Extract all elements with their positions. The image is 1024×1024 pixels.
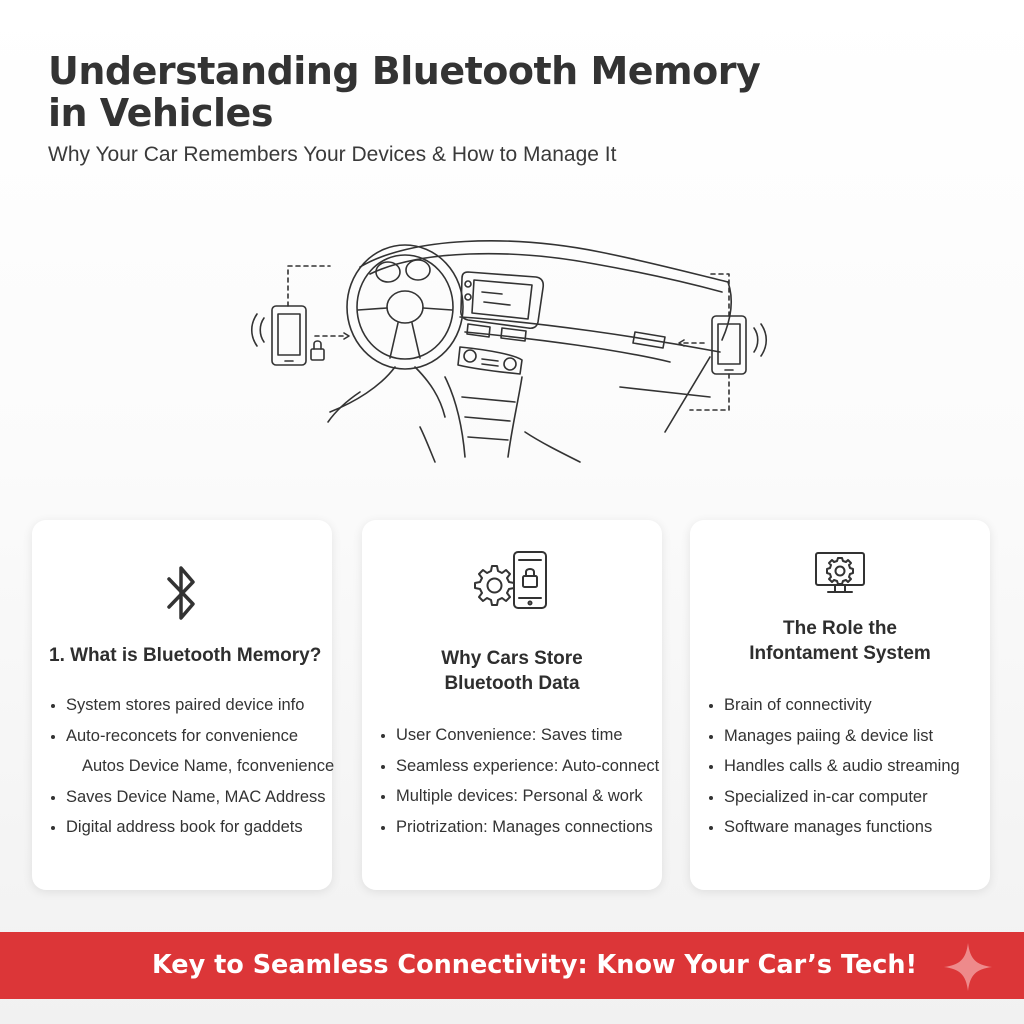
bluetooth-icon — [165, 562, 199, 624]
card-infotainment-role — [690, 520, 990, 890]
page-subtitle: Why Your Car Remembers Your Devices & How to Manage It — [48, 143, 617, 166]
list-item: Priotrization: Manages connections — [378, 812, 656, 843]
smartphone-icon — [272, 306, 306, 365]
padlock-icon — [311, 341, 324, 360]
smartphone-icon — [712, 316, 746, 374]
list-item: Autos Device Name, fconvenience — [82, 757, 335, 775]
list-item: System stores paired device info — [48, 690, 326, 721]
list-item: Manages paiing & device list — [706, 721, 984, 752]
page-title: Understanding Bluetooth Memory in Vehicles — [48, 49, 761, 135]
list-item: Multiple devices: Personal & work — [378, 781, 656, 812]
list-item: Saves Device Name, MAC Address — [48, 782, 326, 813]
sparkle-icon — [942, 941, 994, 993]
card-what-is-bluetooth-memory — [32, 520, 335, 890]
list-item: Seamless experience: Auto-connect — [378, 751, 656, 782]
footer-banner — [0, 932, 1024, 999]
signal-waves-icon — [252, 314, 264, 346]
list-item: Digital address book for gaddets — [48, 812, 326, 843]
list-item: User Convenience: Saves time — [378, 720, 656, 751]
banner-text: Key to Seamless Connectivity: Know Your Car’s Tech! — [152, 950, 918, 980]
gear-phone-lock-icon — [470, 548, 554, 614]
list-item: Handles calls & audio streaming — [706, 751, 984, 782]
car-dashboard-illustration — [240, 222, 780, 472]
card-title: The Role the Infontament System — [749, 618, 931, 664]
card-title: 1. What is Bluetooth Memory? — [49, 645, 322, 666]
monitor-gear-icon — [813, 550, 867, 596]
card-why-cars-store-data — [362, 520, 662, 890]
car-dashboard-icon — [328, 241, 731, 462]
card-title: Why Cars Store Bluetooth Data — [441, 648, 583, 694]
signal-waves-icon — [754, 324, 766, 356]
list-item: Software manages functions — [706, 812, 984, 843]
list-item: Brain of connectivity — [706, 690, 984, 721]
list-item: Auto-reconcets for convenience — [48, 721, 326, 752]
list-item: Specialized in-car computer — [706, 782, 984, 813]
